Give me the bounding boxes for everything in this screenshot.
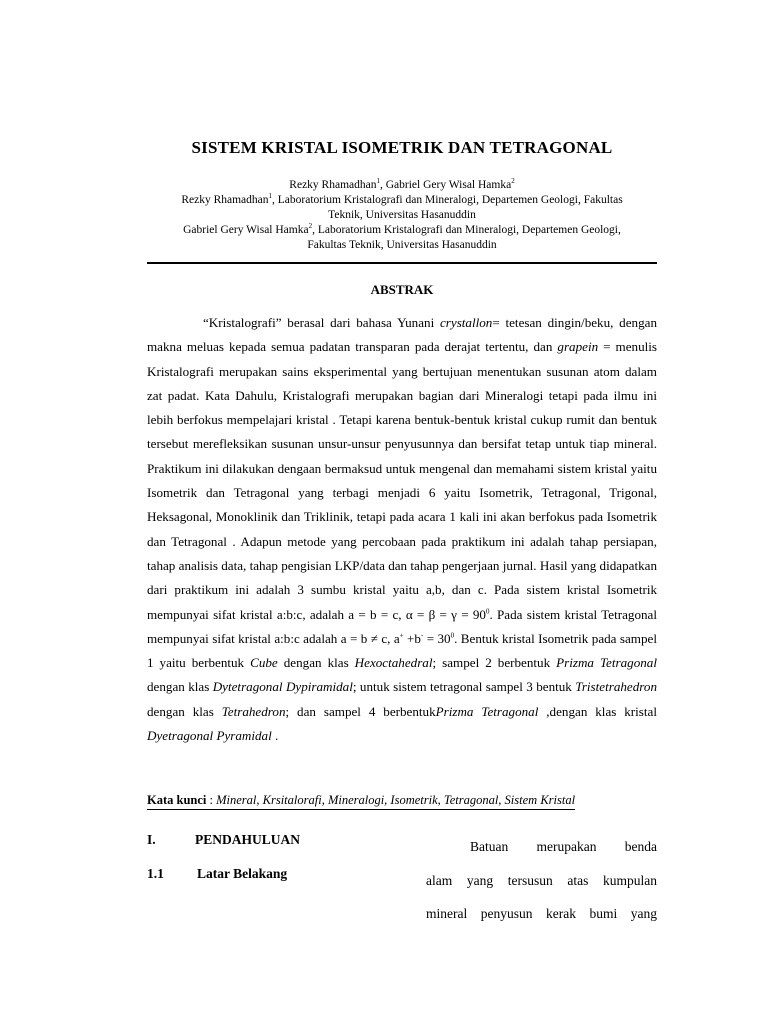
affiliation-1-line2: Teknik, Universitas Hasanuddin bbox=[328, 209, 476, 221]
header-divider bbox=[147, 262, 657, 264]
abstract-body bbox=[147, 311, 657, 748]
keywords-text: Mineral, Krsitalorafi, Mineralogi, Isometrik, Tetragonal, Sistem Kristal bbox=[216, 793, 576, 807]
affiliation-2 bbox=[130, 223, 674, 238]
section-number: I. bbox=[147, 832, 156, 847]
body-text-column bbox=[426, 830, 657, 931]
affiliation-2-line2: Fakultas Teknik, Universitas Hasanuddin bbox=[307, 239, 497, 251]
abstract-paragraph: “Kristalografi” berasal dari bahasa Yunani crystallon= tetesan dingin/beku, dengan makna meluas kepada semua padatan transparan pada derajat tertentu, dan grapein = menulis Kristalografi merupakan sains eksperimental yang bertujuan menentukan susunan atom dalam zat padat. Kata Dahulu, Kristalografi merupakan bagian dari Mineralogi tetapi pada ilmu ini lebih berfokus mempelajari kristal . Tetapi karena bentuk-bentuk kristal cukup rumit dan bentuk tersebut merefleksikan susunan unsur-unsur penyusunnya dan bersifat tetap untuk tiap mineral. Praktikum ini dilakukan dengaan bermaksud untuk mengenal dan memahami sistem kristal yaitu Isometrik dan Tetragonal yang terbagi menjadi 6 yaitu Isometrik, Tetragonal, Trigonal, Heksagonal, Monoklinik dan Triklinik, tetapi pada acara 1 kali ini akan berfokus pada Isometrik dan Tetragonal . Adapun metode yang percobaan pada praktikum ini adalah tahap persiapan, tahap analisis data, tahap pengisian LKP/data dan tahap pengerjaan jurnal. Hasil yang didapatkan dari praktikum ini adalah 3 sumbu kristal yaitu a,b, dan c. Pada sistem kristal Isometrik mempunyai sifat kristal a:b:c, adalah a = b = c, $\alpha = \beta = \gamma = 90^0$. Pada sistem kristal Tetragonal mempunyai sifat kristal a:b:c adalah a = b ≠ c, $a^+ +b^- = 30^0$. Bentuk kristal Isometrik pada sampel 1 yaitu berbentuk Cube dengan klas Hexoctahedral; sampel 2 berbentuk Prizma Tetragonal dengan klas Dytetragonal Dypiramidal; untuk sistem tetragonal sampel 3 bentuk Tristetrahedron dengan klas Tetrahedron; dan sampel 4 berbentukPrizma Tetragonal ,dengan klas kristal Dyetragonal Pyramidal . bbox=[147, 315, 657, 744]
author-line bbox=[130, 178, 674, 193]
author-2-name: Gabriel Gery Wisal Hamka bbox=[385, 179, 512, 191]
subsection-title: Latar Belakang bbox=[197, 866, 288, 881]
body-line-3: mineral penyusun kerak bumi yang bbox=[426, 906, 657, 921]
affiliation-1-name: Rezky Rhamadhan bbox=[181, 194, 269, 206]
paper-title: SISTEM KRISTAL ISOMETRIK DAN TETRAGONAL bbox=[191, 138, 613, 157]
author-block bbox=[130, 178, 674, 253]
keywords-separator: : bbox=[206, 793, 217, 807]
author-1-name: Rezky Rhamadhan bbox=[289, 179, 377, 191]
affiliation-2-line1: , Laboratorium Kristalografi dan Mineralogi, Departemen Geologi, bbox=[312, 224, 621, 236]
affiliation-2-name: Gabriel Gery Wisal Hamka bbox=[183, 224, 309, 236]
author-separator: , bbox=[379, 179, 386, 191]
abstract-heading: ABSTRAK bbox=[370, 282, 434, 297]
keywords bbox=[147, 793, 667, 810]
keywords-label: Kata kunci bbox=[147, 793, 207, 807]
affiliation-1-line1: , Laboratorium Kristalografi dan Mineralogi, Departemen Geologi, Fakultas bbox=[272, 194, 623, 206]
body-line-1: Batuan merupakan benda bbox=[470, 839, 657, 854]
section-title: PENDAHULUAN bbox=[195, 832, 301, 847]
subsection-number: 1.1 bbox=[147, 866, 164, 881]
author-2-sup: 2 bbox=[511, 177, 515, 186]
body-line-2: alam yang tersusun atas kumpulan bbox=[426, 872, 657, 888]
affiliation-1 bbox=[130, 193, 674, 208]
affiliation-1-sup: 1 bbox=[268, 192, 273, 201]
author-1-sup: 1 bbox=[376, 177, 380, 186]
keywords-line bbox=[147, 793, 575, 810]
affiliation-2-sup: 2 bbox=[308, 222, 313, 231]
